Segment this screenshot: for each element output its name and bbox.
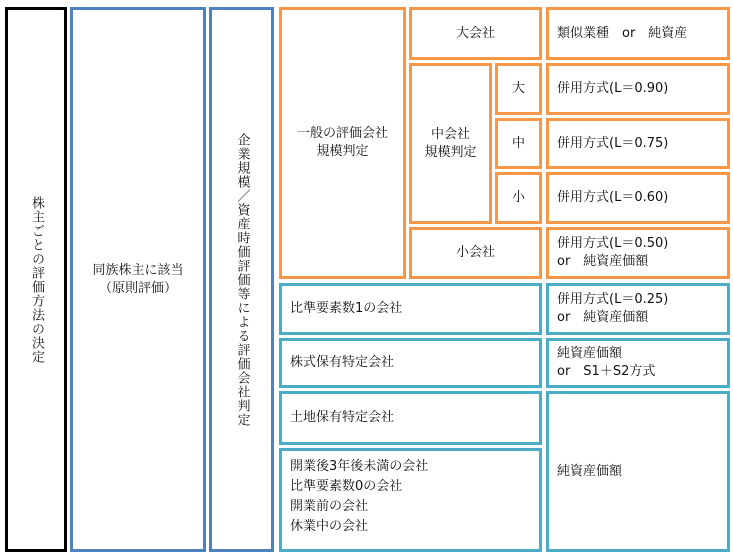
stock-holding-method [546,338,730,388]
net-asset-method [546,391,730,552]
stock-holding-label: 株式保有特定会社 [290,355,395,370]
shareholder-evaluation-label: 株主ごとの評価方法の決定 [29,195,44,364]
medium-tier-small-label: 小 [511,190,525,205]
medium-small-method [546,172,730,224]
stock-holding-box [279,338,542,388]
stock-holding-method-text: 純資産価額 or S1＋S2方式 [557,346,656,379]
general-company-label: 一般の評価会社 規模判定 [296,126,388,159]
net-asset-method-text: 純資産価額 [557,463,623,479]
comparison-factor-1-method [546,283,730,335]
comparison-factor-1-label: 比準要素数1の会社 [290,301,403,316]
medium-large-method [546,63,730,115]
comparison-factor-1-box [279,283,542,335]
medium-tier-medium-label: 中 [511,135,525,151]
medium-tier-large-label: 大 [511,81,525,96]
small-company-box [409,227,542,279]
medium-company-label: 中会社 規模判定 [424,126,477,160]
company-judgement-box [209,7,274,552]
small-company-method [546,227,730,279]
medium-medium-method [546,118,730,169]
medium-tier-small [495,172,542,224]
other-companies-label: 開業後3年後未満の会社 比準要素数0の会社 開業前の会社 休業中の会社 [290,459,429,534]
medium-large-method-text: 併用方式(L＝0.90) [557,81,669,96]
large-company-method [546,7,730,60]
land-holding-box [279,391,542,445]
small-company-label: 小会社 [455,245,495,260]
shareholder-evaluation-box [5,7,67,552]
family-shareholder-box [70,7,206,552]
family-shareholder-label: 同族株主に該当 （原則評価） [92,262,184,296]
medium-company-box [409,63,492,224]
general-company-box [279,7,406,279]
large-company-label: 大会社 [455,25,495,41]
small-company-method-text: 併用方式(L＝0.50) or 純資産価額 [557,236,669,269]
land-holding-label: 土地保有特定会社 [290,410,395,425]
medium-tier-large [495,63,542,115]
medium-tier-medium [495,118,542,169]
medium-small-method-text: 併用方式(L＝0.60) [557,190,669,205]
large-company-method-text: 類似業種 or 純資産 [557,25,688,41]
medium-medium-method-text: 併用方式(L＝0.75) [557,135,669,151]
large-company-box [409,7,542,60]
comparison-factor-1-method-text: 併用方式(L＝0.25) or 純資産価額 [557,292,669,325]
company-judgement-label: 企業規模／資産時価評価等による評価会社判定 [234,132,250,427]
other-companies-box [279,448,542,552]
